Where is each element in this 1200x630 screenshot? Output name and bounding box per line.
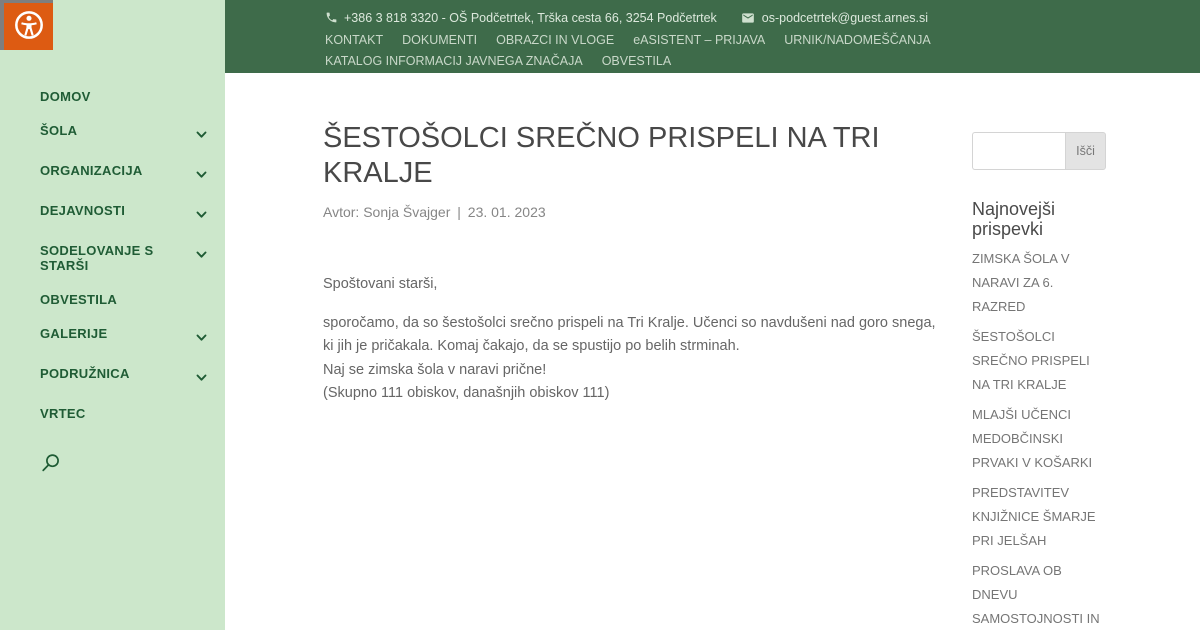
sidebar-menu-item[interactable] <box>40 89 207 104</box>
sidebar-menu-item[interactable] <box>40 292 207 307</box>
right-sidebar <box>972 73 1106 630</box>
email-link[interactable] <box>741 11 928 25</box>
meta-separator: | <box>457 204 461 220</box>
sidebar-menu-item-label: VRTEC <box>40 406 86 421</box>
chevron-down-icon[interactable] <box>196 206 207 224</box>
recent-post-link[interactable]: PROSLAVA OB DNEVU SAMOSTOJNOSTI IN <box>972 563 1100 626</box>
accessibility-button[interactable] <box>4 3 53 50</box>
sidebar-menu-item[interactable] <box>40 163 207 184</box>
sidebar-menu-item[interactable] <box>40 326 207 347</box>
phone-icon <box>325 11 338 24</box>
sidebar-menu-item-label: PODRUŽNICA <box>40 366 130 381</box>
post-date: 23. 01. 2023 <box>467 204 546 220</box>
universal-access-icon <box>13 9 45 44</box>
paragraph: Spoštovani starši, <box>323 276 438 292</box>
top-header <box>225 0 1200 73</box>
topbar-nav-row-1 <box>325 32 1180 48</box>
search-form <box>972 132 1106 170</box>
sidebar-menu-item-label: GALERIJE <box>40 326 108 341</box>
search-icon <box>39 453 61 475</box>
email-text: os-podcetrtek@guest.arnes.si <box>761 10 929 25</box>
sidebar-menu-item[interactable] <box>40 406 207 421</box>
recent-post-link[interactable]: ZIMSKA ŠOLA V NARAVI ZA 6. RAZRED <box>972 251 1070 314</box>
chevron-down-icon[interactable] <box>196 126 207 144</box>
contact-row <box>325 8 1180 27</box>
sidebar-search-button[interactable] <box>39 453 61 475</box>
recent-posts-title: Najnovejši prispevki <box>972 199 1056 239</box>
chevron-down-icon[interactable] <box>196 166 207 184</box>
phone-text: +386 3 818 3320 - OŠ Podčetrtek, Trška cesta 66, 3254 Podčetrtek <box>344 10 717 25</box>
envelope-icon <box>741 11 755 25</box>
topbar-nav-link[interactable]: DOKUMENTI <box>402 33 478 47</box>
sidebar-menu-item-label: OBVESTILA <box>40 292 118 307</box>
article-body <box>323 273 941 406</box>
topbar-nav-link[interactable]: OBVESTILA <box>601 54 672 68</box>
paragraph: sporočamo, da so šestošolci srečno prispeli na Tri Kralje. Učenci so navdušeni nad goro snega, ki jih je pričakala. Komaj čakajo, da se spustijo po belih strminah. <box>323 314 936 354</box>
paragraph: (Skupno 111 obiskov, današnjih obiskov 111) <box>323 385 610 401</box>
topbar-nav-link[interactable]: URNIK/NADOMEŠČANJA <box>784 33 931 47</box>
sidebar-menu-item-label: DOMOV <box>40 89 91 104</box>
author-link[interactable]: Sonja Švajger <box>363 204 451 220</box>
post-meta <box>323 203 941 221</box>
sidebar-menu-item[interactable] <box>40 203 207 224</box>
left-sidebar <box>0 0 225 630</box>
author-prefix: Avtor: <box>323 204 360 220</box>
topbar-nav-row-2 <box>325 53 1180 69</box>
sidebar-menu-item-label: DEJAVNOSTI <box>40 203 126 218</box>
article <box>323 73 941 630</box>
paragraph: Naj se zimska šola v naravi prične! <box>323 361 547 378</box>
sidebar-menu-item-label: ORGANIZACIJA <box>40 163 143 178</box>
topbar-nav-link[interactable]: KONTAKT <box>325 33 384 47</box>
page-title: ŠESTOŠOLCI SREČNO PRISPELI NA TRI KRALJE <box>323 122 880 189</box>
sidebar-menu-item[interactable] <box>40 123 207 144</box>
main-content <box>225 73 1200 630</box>
phone-contact <box>325 11 717 25</box>
chevron-down-icon[interactable] <box>196 329 207 347</box>
sidebar-menu-item[interactable] <box>40 243 207 273</box>
topbar-nav-link[interactable]: OBRAZCI IN VLOGE <box>496 33 615 47</box>
recent-post-link[interactable]: ŠESTOŠOLCI SREČNO PRISPELI NA TRI KRALJE <box>972 329 1090 392</box>
topbar-nav-link[interactable]: eASISTENT – PRIJAVA <box>633 33 766 47</box>
sidebar-menu-item-label: SODELOVANJE S STARŠI <box>40 243 154 273</box>
recent-post-link[interactable]: MLAJŠI UČENCI MEDOBČINSKI PRVAKI V KOŠARKI <box>972 407 1093 470</box>
main-menu <box>0 0 225 421</box>
recent-post-link[interactable]: PREDSTAVITEV KNJIŽNICE ŠMARJE PRI JELŠAH <box>972 485 1096 548</box>
chevron-down-icon[interactable] <box>196 369 207 387</box>
chevron-down-icon[interactable] <box>196 246 207 264</box>
sidebar-menu-item-label: ŠOLA <box>40 123 78 138</box>
recent-posts-list <box>972 247 1106 630</box>
sidebar-menu-item[interactable] <box>40 366 207 387</box>
topbar-nav-link[interactable]: KATALOG INFORMACIJ JAVNEGA ZNAČAJA <box>325 54 583 68</box>
search-input[interactable] <box>972 132 1065 170</box>
search-submit-button[interactable]: Išči <box>1065 132 1106 170</box>
